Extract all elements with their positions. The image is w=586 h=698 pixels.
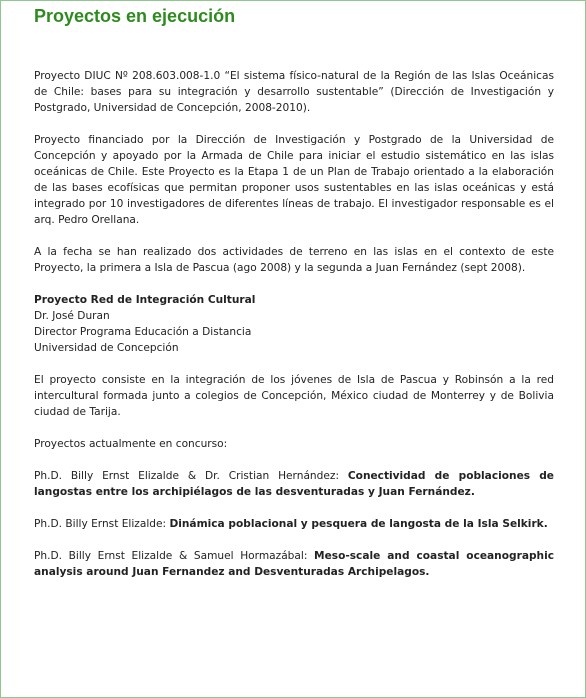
contest-project-item [34, 516, 554, 532]
contest-project-title: Meso-scale and coastal oceanographic analysis around Juan Fernandez and Desventuradas Archipelagos. [34, 550, 554, 578]
paragraph-red-description: El proyecto consiste en la integración de los jóvenes de Isla de Pascua y Robinsón a la red intercultural formada junto a colegios de Concepción, México ciudad de Monterrey y de Bolivia ciudad de Tarija. [34, 374, 554, 418]
article-body [34, 68, 554, 580]
red-integracion-organization: Universidad de Concepción [34, 342, 179, 354]
paragraph-project-description: Proyecto financiado por la Dirección de Investigación y Postgrado de la Universidad de Concepción y apoyado por la Armada de Chile para iniciar el estudio sistemático en las islas oceánicas de Chile. Este Proyecto es la Etapa 1 de un Plan de Trabajo orientado a la elaboración de las bases ecofísicas que permitan proponer usos sustentables en las islas oceánicas y está integrado por 10 investigadores de diferentes líneas de trabajo. El investigador responsable es el arq. Pedro Orellana. [34, 134, 554, 226]
contest-project-authors: Ph.D. Billy Ernst Elizalde & Dr. Cristian Hernández: [34, 470, 348, 482]
page-title: Proyectos en ejecución [34, 6, 236, 26]
contest-project-item [34, 548, 554, 580]
paragraph-contest-intro: Proyectos actualmente en concurso: [34, 438, 228, 450]
contest-project-title: Conectividad de poblaciones de langostas entre los archipiélagos de las desventuradas y Juan Fernández. [34, 470, 554, 498]
red-integracion-director-role: Director Programa Educación a Distancia [34, 326, 252, 338]
red-integracion-heading: Proyecto Red de Integración Cultural [34, 294, 256, 306]
paragraph-field-activities: A la fecha se han realizado dos actividades de terreno en las islas en el contexto de este Proyecto, la primera a Isla de Pascua (ago 2008) y la segunda a Juan Fernández (sept 2008). [34, 246, 554, 274]
contest-project-authors: Ph.D. Billy Ernst Elizalde & Samuel Hormazábal: [34, 550, 315, 562]
red-integracion-block [34, 292, 554, 356]
contest-project-item [34, 468, 554, 500]
red-integracion-director-name: Dr. José Duran [34, 310, 110, 322]
contest-project-title: Dinámica poblacional y pesquera de langosta de la Isla Selkirk. [169, 518, 548, 530]
paragraph-diuc-project: Proyecto DIUC Nº 208.603.008-1.0 “El sistema físico-natural de la Región de las Islas Oceánicas de Chile: bases para su integración y desarrollo sustentable” (Dirección de Investigación y Postgrado, Universidad de Concepción, 2008-2010). [34, 70, 554, 114]
contest-project-authors: Ph.D. Billy Ernst Elizalde: [34, 518, 170, 530]
